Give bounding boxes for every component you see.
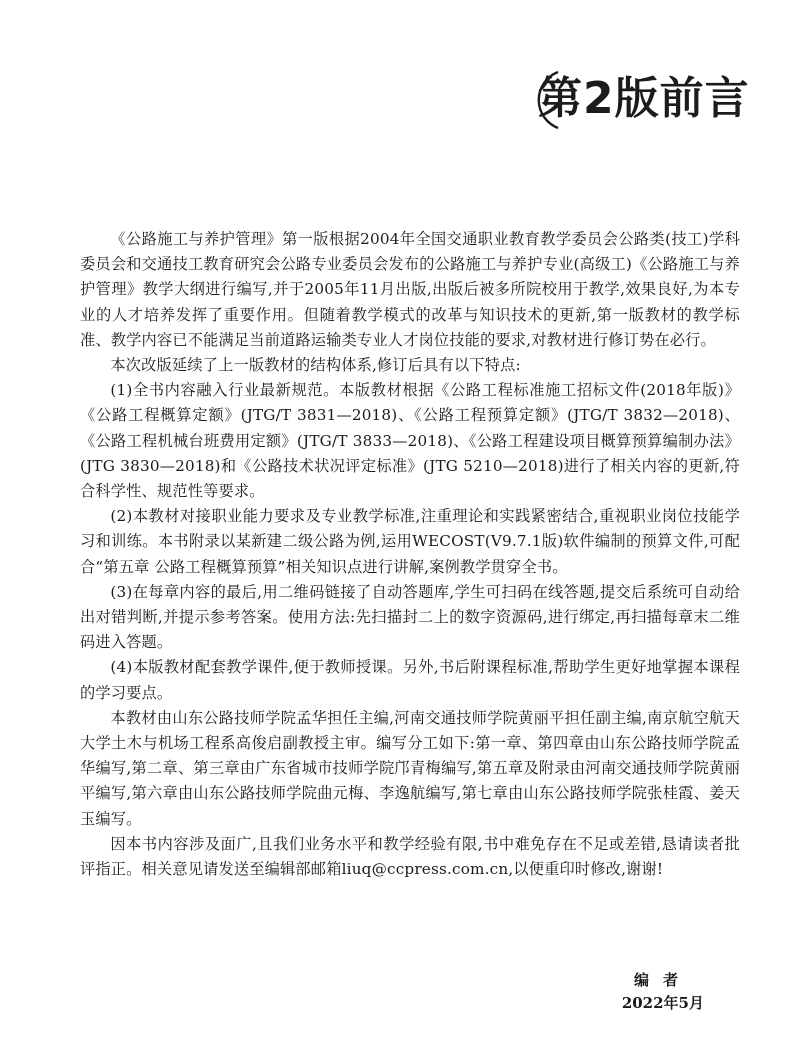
paragraph-1: 《公路施工与养护管理》第一版根据2004年全国交通职业教育教学委员会公路类(技工)学科委员会和交通技工教育研究会公路专业委员会发布的公路施工与养护专业(高级工)《公路施工与养护管理》教学大纲进行编写,并于2005年11月出版,出版后被多所院校用于教学,效果良好,为本专业的人才培养发挥了重要作用。但随着教学模式的改革与知识技术的更新,第一版教材的教学标准、教学内容已不能满足当前道路运输类专业人才岗位技能的要求,对教材进行修订势在必行。 — [80, 230, 740, 349]
page-title: 第2版前言 — [538, 73, 750, 124]
paragraph-3: (1)全书内容融入行业最新规范。本版教材根据《公路工程标准施工招标文件(2018年版)》《公路工程概算定额》(JTG/T 3831—2018)、《公路工程预算定额》(JTG/T 3832—2018)、《公路工程机械台班费用定额》(JTG/T 3833—2018)、《公路工程建设项目概算预算编制办法》(JTG 3830—2018)和《公路技术状况评定标准》(JTG 5210—2018)进行了相关内容的更新,符合科学性、规范性等要求。 — [80, 381, 740, 501]
paragraph-4: (2)本教材对接职业能力要求及专业教学标准,注重理论和实践紧密结合,重视职业岗位技能学习和训练。本书附录以某新建二级公路为例,运用WECOST(V9.7.1版)软件编制的预算文件,可配合“第五章 公路工程概算预算”相关知识点进行讲解,案例教学贯穿全书。 — [80, 507, 740, 576]
preface-body — [80, 227, 740, 882]
paragraph-8: 因本书内容涉及面广,且我们业务水平和教学经验有限,书中难免存在不足或差错,恳请读者批评指正。相关意见请发送至编辑部邮箱liuq@ccpress.com.cn,以便重印时修改,谢谢! — [80, 834, 740, 879]
paragraph-6: (4)本版教材配套教学课件,便于教师授课。另外,书后附课程标准,帮助学生更好地掌握本课程的学习要点。 — [80, 658, 740, 702]
signature-author: 编者 — [633, 971, 692, 989]
title-block — [514, 68, 754, 132]
signature-date: 2022年5月 — [621, 994, 704, 1012]
paragraph-2: 本次改版延续了上一版教材的结构体系,修订后具有以下特点: — [110, 356, 521, 375]
paragraph-7: 本教材由山东公路技师学院孟华担任主编,河南交通技师学院黄丽平担任副主编,南京航空航天大学土木与机场工程系高俊启副教授主审。编写分工如下:第一章、第四章由山东公路技师学院孟华编写,第二章、第三章由广东省城市技师学院邝青梅编写,第五章及附录由河南交通技师学院黄丽平编写,第六章由山东公路技师学院曲元梅、李逸航编写,第七章由山东公路技师学院张桂霞、姜天玉编写。 — [80, 708, 740, 828]
paragraph-5: (3)在每章内容的最后,用二维码链接了自动答题库,学生可扫码在线答题,提交后系统可自动给出对错判断,并提示参考答案。使用方法:先扫描封二上的数字资源码,进行绑定,再扫描每章末二维码进入答题。 — [80, 582, 740, 652]
